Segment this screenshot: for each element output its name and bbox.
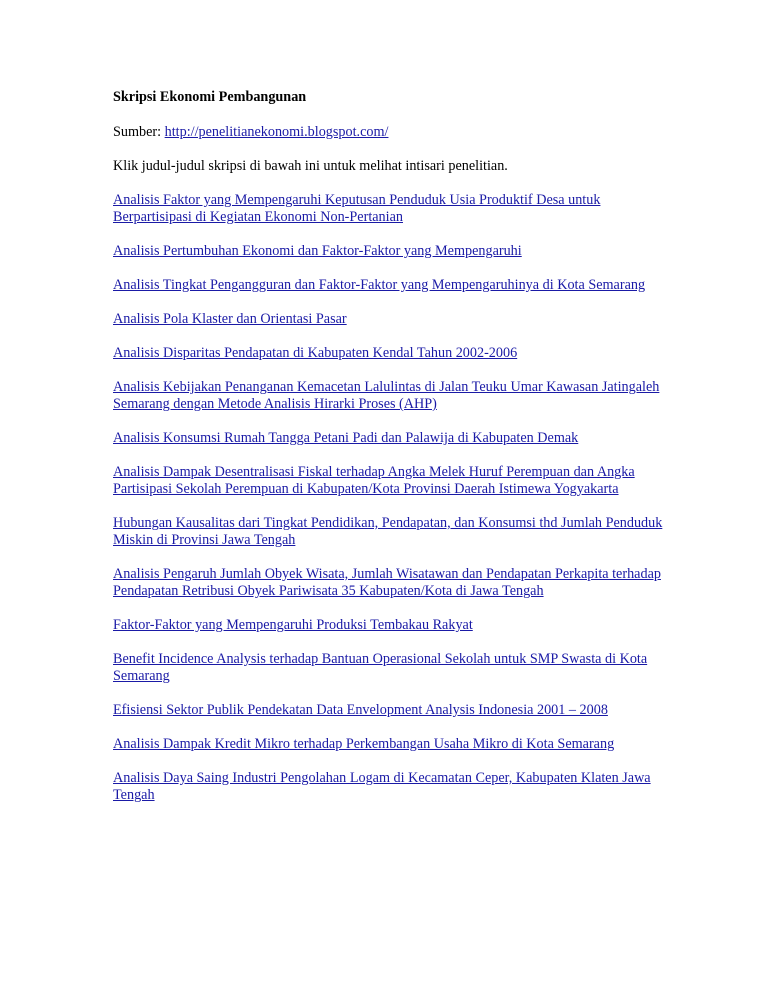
thesis-link[interactable]: Analisis Daya Saing Industri Pengolahan Logam di Kecamatan Ceper, Kabupaten Klaten Jawa Tengah (113, 770, 651, 803)
thesis-link-list (113, 192, 673, 804)
list-item (113, 651, 673, 685)
list-item (113, 345, 673, 362)
thesis-link[interactable]: Analisis Kebijakan Penanganan Kemacetan Lalulintas di Jalan Teuku Umar Kawasan Jatingaleh Semarang dengan Metode Analisis Hirarki Proses (AHP) (113, 379, 660, 412)
list-item (113, 566, 673, 600)
source-label: Sumber: (113, 124, 165, 140)
list-item (113, 736, 673, 753)
source-link[interactable]: http://penelitianekonomi.blogspot.com/ (164, 124, 389, 140)
list-item (113, 277, 673, 294)
thesis-link[interactable]: Efisiensi Sektor Publik Pendekatan Data Envelopment Analysis Indonesia 2001 – 2008 (113, 702, 608, 718)
thesis-link[interactable]: Analisis Dampak Desentralisasi Fiskal terhadap Angka Melek Huruf Perempuan dan Angka Partisipasi Sekolah Perempuan di Kabupaten/Kota Provinsi Daerah Istimewa Yogyakarta (113, 464, 635, 497)
list-item (113, 464, 673, 498)
source-line (113, 124, 673, 141)
list-item (113, 379, 673, 413)
thesis-link[interactable]: Faktor-Faktor yang Mempengaruhi Produksi Tembakau Rakyat (113, 617, 473, 633)
thesis-link[interactable]: Analisis Pertumbuhan Ekonomi dan Faktor-Faktor yang Mempengaruhi (113, 243, 522, 259)
thesis-link[interactable]: Analisis Tingkat Pengangguran dan Faktor-Faktor yang Mempengaruhinya di Kota Semarang (113, 277, 646, 293)
document-body (113, 89, 673, 821)
intro-text: Klik judul-judul skripsi di bawah ini untuk melihat intisari penelitian. (113, 158, 508, 174)
thesis-link[interactable]: Analisis Pola Klaster dan Orientasi Pasar (113, 311, 347, 327)
thesis-link[interactable]: Analisis Pengaruh Jumlah Obyek Wisata, Jumlah Wisatawan dan Pendapatan Perkapita terhadap Pendapatan Retribusi Obyek Pariwisata 35 Kabupaten/Kota di Jawa Tengah (113, 566, 661, 599)
list-item (113, 770, 673, 804)
thesis-link[interactable]: Analisis Faktor yang Mempengaruhi Keputusan Penduduk Usia Produktif Desa untuk Berpartisipasi di Kegiatan Ekonomi Non-Pertanian (113, 192, 601, 225)
thesis-link[interactable]: Hubungan Kausalitas dari Tingkat Pendidikan, Pendapatan, dan Konsumsi thd Jumlah Penduduk Miskin di Provinsi Jawa Tengah (113, 515, 663, 548)
thesis-link[interactable]: Benefit Incidence Analysis terhadap Bantuan Operasional Sekolah untuk SMP Swasta di Kota Semarang (113, 651, 648, 684)
thesis-link[interactable]: Analisis Dampak Kredit Mikro terhadap Perkembangan Usaha Mikro di Kota Semarang (113, 736, 615, 752)
list-item (113, 702, 673, 719)
list-item (113, 243, 673, 260)
list-item (113, 617, 673, 634)
document-title: Skripsi Ekonomi Pembangunan (113, 89, 307, 105)
list-item (113, 192, 673, 226)
list-item (113, 515, 673, 549)
list-item (113, 311, 673, 328)
thesis-link[interactable]: Analisis Disparitas Pendapatan di Kabupaten Kendal Tahun 2002-2006 (113, 345, 518, 361)
thesis-link[interactable]: Analisis Konsumsi Rumah Tangga Petani Padi dan Palawija di Kabupaten Demak (113, 430, 579, 446)
list-item (113, 430, 673, 447)
